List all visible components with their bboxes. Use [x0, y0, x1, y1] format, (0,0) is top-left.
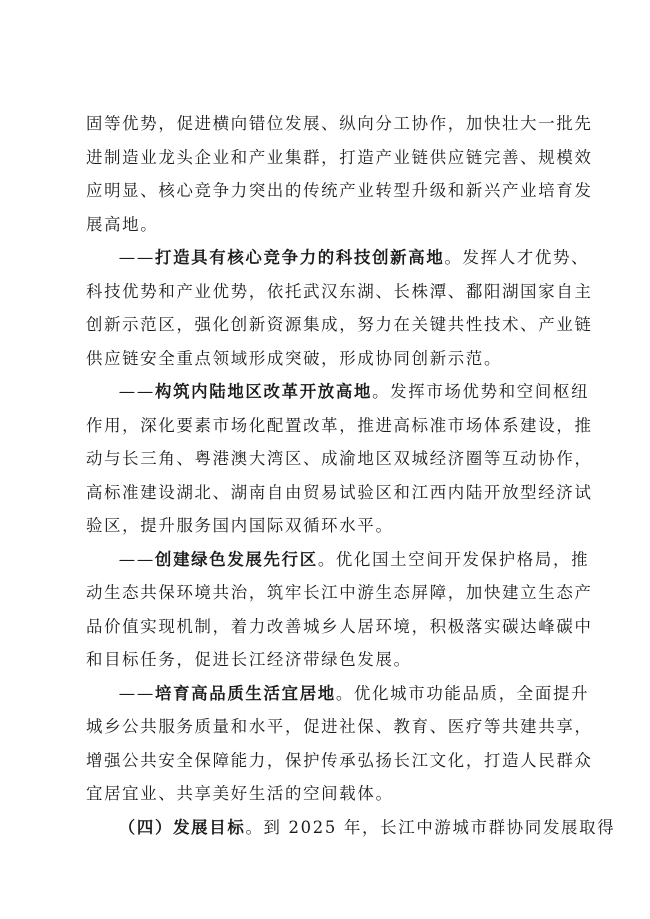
text-line	[86, 442, 593, 476]
text-line	[86, 677, 590, 711]
paragraph-livable	[86, 677, 593, 811]
text-line	[86, 308, 593, 342]
text-line	[86, 275, 593, 309]
body-text-run: ——	[118, 683, 155, 703]
text-line	[86, 610, 593, 644]
text-line	[86, 476, 593, 510]
body-text-run: 增强公共安全保障能力，保护传承弘扬长江文化，打造人民群众	[86, 750, 593, 770]
text-line	[86, 643, 566, 677]
paragraph-reform	[86, 375, 593, 543]
text-line	[86, 342, 566, 376]
paragraph-continued-intro	[86, 107, 593, 241]
body-text-run: 供应链安全重点领域形成突破，形成协同创新示范。	[86, 348, 503, 368]
text-line	[86, 576, 593, 610]
body-text-run: 。发挥人才优势、	[444, 248, 590, 267]
text-line	[86, 241, 590, 275]
body-text-run: 验区，提升服务国内国际双循环水平。	[86, 516, 394, 535]
text-line	[86, 744, 593, 778]
body-text-run: 应明显、核心竞争力突出的传统产业转型升级和新兴产业培育发	[86, 181, 593, 200]
body-text-run: 和目标任务，促进长江经济带绿色发展。	[86, 650, 412, 669]
body-text-run: 作用，深化要素市场化配置改革，推进高标准市场体系建设，推	[86, 415, 593, 435]
bold-heading-text: 培育高品质生活宜居地	[154, 683, 336, 703]
bold-heading-text: 构筑内陆地区改革开放高地	[154, 382, 373, 401]
text-line	[86, 107, 593, 141]
paragraph-innovation	[86, 241, 593, 375]
text-line	[86, 777, 566, 811]
paragraph-goals	[86, 811, 616, 845]
text-line	[86, 811, 616, 845]
bold-heading-text: （四）发展目标	[118, 817, 246, 837]
body-text-run: 宜居宜业、共享美好生活的空间载体。	[86, 784, 394, 803]
body-text-run: 。发挥市场优势和空间枢纽	[372, 382, 590, 401]
body-text	[86, 107, 616, 844]
paragraph-green	[86, 543, 593, 677]
body-text-run: 高标准建设湖北、湖南自由贸易试验区和江西内陆开放型经济试	[86, 482, 593, 502]
text-line	[86, 375, 590, 409]
body-text-run: 。优化城市功能品质，全面提升	[335, 683, 590, 703]
bold-heading-text: 创建绿色发展先行区	[154, 549, 318, 569]
body-text-run: 创新示范区，强化创新资源集成，努力在关键共性技术、产业链	[86, 315, 593, 334]
text-line	[86, 208, 566, 242]
body-text-run: 品价值实现机制，着力改善城乡人居环境，积极落实碳达峰碳中	[86, 616, 593, 636]
text-line	[86, 174, 593, 208]
text-line	[86, 141, 593, 175]
body-text-run: ——	[118, 248, 155, 267]
text-line	[86, 543, 590, 577]
text-line	[86, 409, 593, 443]
body-text-run: ——	[118, 382, 155, 401]
body-text-run: 。到 2025 年，长江中游城市群协同发展取得	[245, 817, 616, 837]
body-text-run: 动生态共保环境共治，筑牢长江中游生态屏障，加快建立生态产	[86, 583, 593, 602]
body-text-run: ——	[118, 549, 155, 569]
bold-heading-text: 打造具有核心竞争力的科技创新高地	[154, 248, 445, 267]
text-line	[86, 710, 593, 744]
body-text-run: 进制造业龙头企业和产业集群，打造产业链供应链完善、规模效	[86, 147, 593, 167]
body-text-run: 固等优势，促进横向错位发展、纵向分工协作，加快壮大一批先	[86, 114, 593, 133]
body-text-run: 动与长三角、粤港澳大湾区、成渝地区双城经济圈等互动协作，	[86, 449, 593, 468]
body-text-run: 科技优势和产业优势，依托武汉东湖、长株潭、鄱阳湖国家自主	[86, 281, 593, 301]
text-line	[86, 509, 566, 543]
body-text-run: 。优化国土空间开发保护格局，推	[317, 549, 590, 569]
body-text-run: 展高地。	[86, 214, 159, 234]
body-text-run: 城乡公共服务质量和水平，促进社保、教育、医疗等共建共享，	[86, 717, 593, 736]
